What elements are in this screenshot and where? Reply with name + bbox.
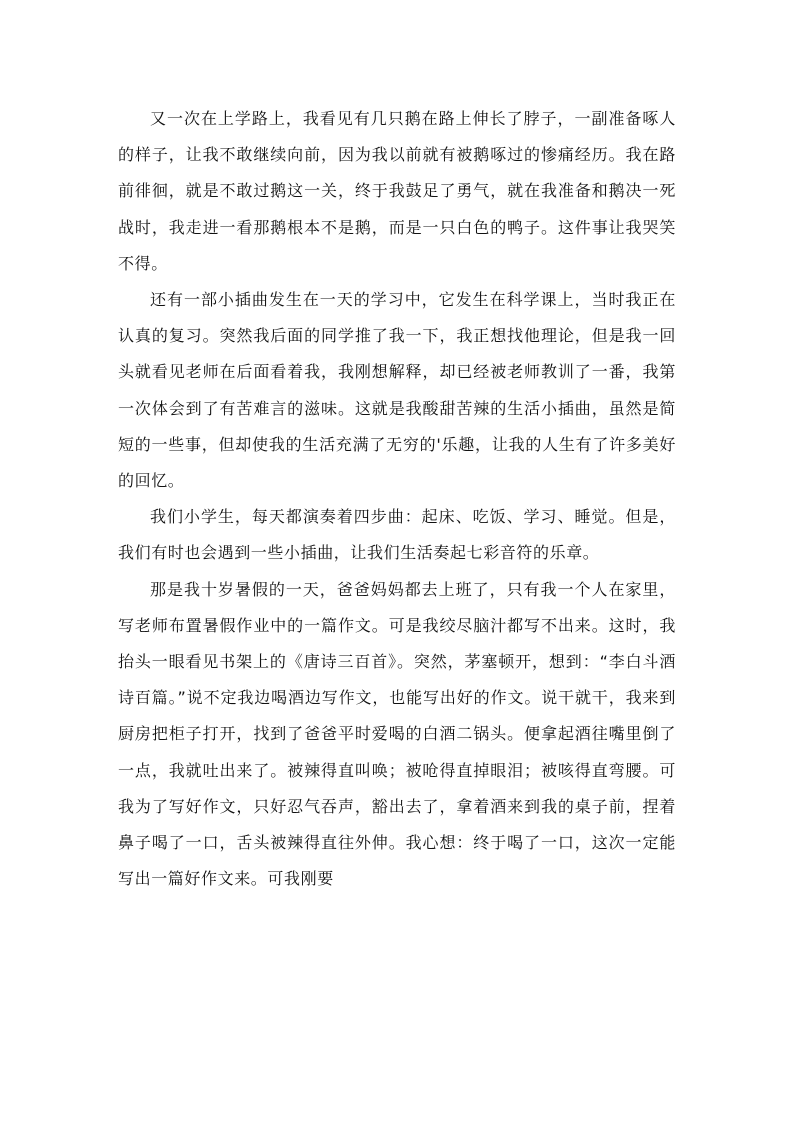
paragraph: 又一次在上学路上，我看见有几只鹅在路上伸长了脖子，一副准备啄人的样子，让我不敢继续向前，因为我以前就有被鹅啄过的惨痛经历。我在路前徘徊，就是不敢过鹅这一关，终于我鼓足了勇气，就在我准备和鹅决一死战时，我走进一看那鹅根本不是鹅，而是一只白色的鸭子。这件事让我哭笑不得。 <box>118 109 676 273</box>
paragraph: 那是我十岁暑假的一天，爸爸妈妈都去上班了，只有我一个人在家里，写老师布置暑假作业中的一篇作文。可是我绞尽脑汁都写不出来。这时，我抬头一眼看见书架上的《唐诗三百首》。突然，茅塞顿开，想到：“李白斗酒诗百篇。”说不定我边喝酒边写作文，也能写出好的作文。说干就干，我来到厨房把柜子打开，找到了爸爸平时爱喝的白酒二锅头。便拿起酒往嘴里倒了一点，我就吐出来了。被辣得直叫唤；被呛得直掉眼泪；被咳得直弯腰。可我为了写好作文，只好忍气吞声，豁出去了，拿着酒来到我的桌子前，捏着鼻子喝了一口，舌头被辣得直往外伸。我心想：终于喝了一口，这次一定能写出一篇好作文来。可我刚要 <box>118 579 676 889</box>
paragraph: 还有一部小插曲发生在一天的学习中，它发生在科学课上，当时我正在认真的复习。突然我后面的同学推了我一下，我正想找他理论，但是我一回头就看见老师在后面看着我，我刚想解释，却已经被老师教训了一番，我第一次体会到了有苦难言的滋味。这就是我酸甜苦辣的生活小插曲，虽然是简短的一些事，但却使我的生活充满了无穷的'乐趣，让我的人生有了许多美好的回忆。 <box>118 290 676 491</box>
document-body <box>118 101 676 897</box>
paragraph: 我们小学生，每天都演奏着四步曲：起床、吃饭、学习、睡觉。但是，我们有时也会遇到一些小插曲，让我们生活奏起七彩音符的乐章。 <box>118 507 676 563</box>
